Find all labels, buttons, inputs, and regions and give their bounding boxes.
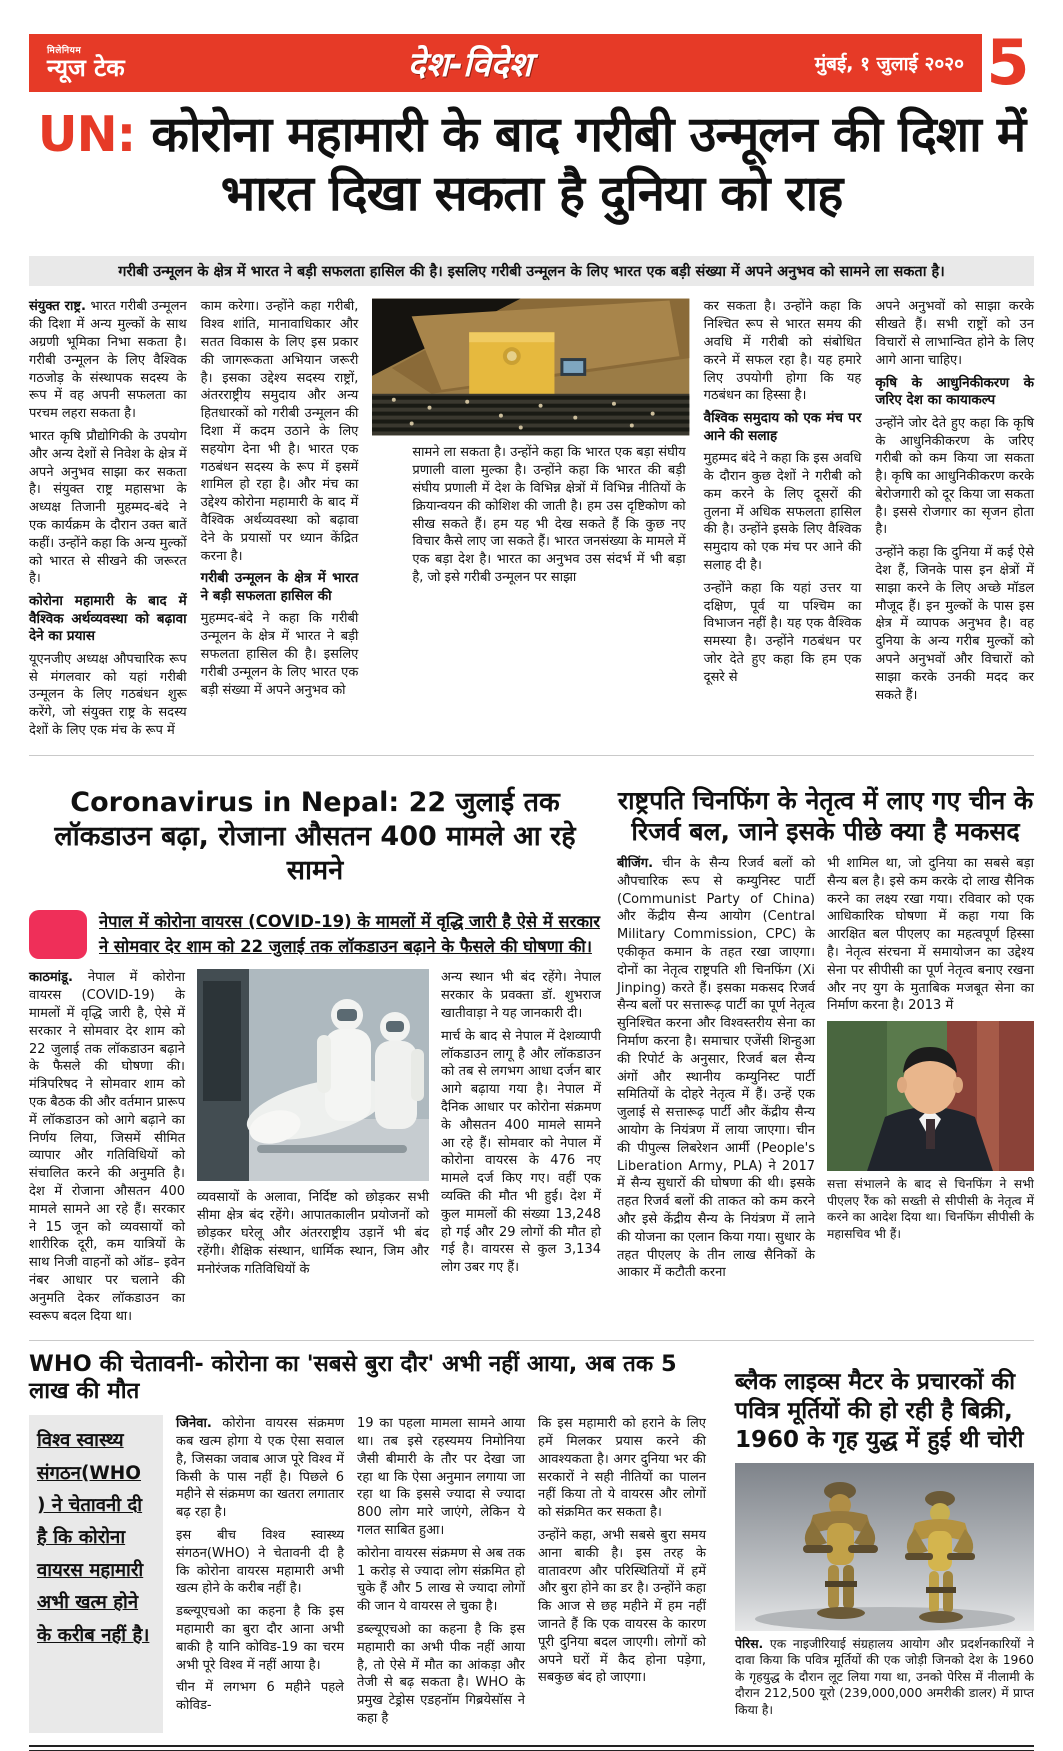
paragraph: अन्य स्थान भी बंद रहेंगे। नेपाल सरकार के प्रवक्ता डॉ. शुभराज खातीवाड़ा ने यह जानकारी दी। <box>441 970 601 1021</box>
un-assembly-hall-photo <box>372 298 689 436</box>
paragraph-text: कोरोना वायरस संक्रमण कब खत्म होगा ये एक ऐसा सवाल है, जिसका जवाब आज पूरे विश्व में किसी के पास नहीं है। पिछले 6 महीने से संक्रमण का खतरा लगातार बढ़ रहा है। <box>176 1416 344 1521</box>
xi-jinping-photo <box>827 1021 1034 1171</box>
paragraph: 19 का पहला मामला सामने आया था। तब इसे रहस्यमय निमोनिया जैसी बीमारी के तौर पर देखा जा रहा था कि ऐसा अनुमान लगाया जा रहा था कि इससे ज्यादा से ज्यादा 800 लोग मारे जाएंगे, लेकिन ये गलत साबित हुआ। <box>357 1416 525 1539</box>
lead-column-1 <box>29 298 187 744</box>
nepal-column-2 <box>197 969 429 1330</box>
paragraph: भी शामिल था, जो दुनिया का सबसे बड़ा सैन्य बल है। इसे कम करके दो लाख सैनिक करने का लक्ष्य रखा गया। रविवार को एक आधिकारिक घोषणा में कहा गया कि आरक्षित बल पीएलए का महत्वपूर्ण हिस्सा है। नेतृत्व संरचना में समायोजन का उद्देश्य सेना पर सीपीसी का पूर्ण नेतृत्व बनाए रखना और नए युग के मुताबिक मजबूत सेना का निर्माण करना है। 2013 में <box>827 856 1034 1014</box>
paragraph: डब्ल्यूएचओ का कहना है कि इस महामारी का बुरा दौर आना अभी बाकी है यानि कोविड-19 का चरम अभी पूरे विश्व में नहीं आया है। <box>176 1604 344 1673</box>
paragraph <box>29 969 185 1325</box>
paragraph <box>617 855 815 1282</box>
lead-body <box>29 298 1034 744</box>
section-divider <box>29 1340 1034 1341</box>
who-column-3 <box>538 1415 706 1733</box>
bottom-band <box>29 1349 1034 1733</box>
section-title: देश-विदेश <box>407 45 532 85</box>
brand-logo <box>47 47 125 80</box>
paragraph: मार्च के बाद से नेपाल में देशव्यापी लॉकडाउन लागू है और लॉकडाउन को तब से लगभग आधा दर्जन बार आगे बढ़ाया गया है। नेपाल में दैनिक आधार पर कोरोना संक्रमण के औसतन 400 मामले सामने आ रहे हैं। सोमवार को नेपाल में कोरोना वायरस के 476 नए मामले दर्ज किए गए। वहीं एक व्यक्ति की मौत भी हुई। देश में कुल मामलों की संख्या 13,248 हो गई और 29 लोगों की मौत हो गई है। वायरस से कुल 3,134 लोग उबर गए हैं। <box>441 1028 601 1276</box>
lead-column-6 <box>875 298 1034 744</box>
page-bottom-rule <box>29 1745 1034 1751</box>
brand-tagline: मिलेनियम <box>47 45 82 56</box>
blm-photo-caption <box>735 1636 1034 1719</box>
newspaper-page <box>29 0 1034 1751</box>
crosshead: गरीबी उन्मूलन के क्षेत्र में भारत ने बड़ी सफलता हासिल की <box>200 570 359 604</box>
paragraph-text: भारत गरीबी उन्मूलन की दिशा में अन्य मुल्कों के साथ अग्रणी भूमिका निभा सकता है। गरीबी उन्मूलन के लिए वैश्विक गठजोड़ के संस्थापक सदस्य के रूप में वह अपनी सफलता का परचम लहरा सकता है। <box>29 299 187 422</box>
nepal-standfirst <box>29 910 601 960</box>
paragraph: यूएनजीए अध्यक्ष औपचारिक रूप से मंगलवार को यहां गरीबी उन्मूलन के लिए गठबंधन शुरू करेंगे, जो संयुक्त राष्ट्र के सदस्य देशों के लिए एक मंच के रूप में <box>29 651 187 738</box>
xi-photo-caption: सत्ता संभालने के बाद से चिनफिंग ने सभी पीएलए रैंक को सख्ती से सीपीसी के नेतृत्व में करने का आदेश दिया था। चिनफिंग सीपीसी के महासचिव भी हैं। <box>827 1177 1034 1241</box>
lead-column-5 <box>704 298 862 744</box>
brand-name: न्यूज टेक <box>47 53 125 82</box>
nepal-body <box>29 969 601 1330</box>
city-dateline: जिनेवा. <box>176 1416 212 1432</box>
lead-column-34 <box>372 444 689 586</box>
who-column-1 <box>176 1415 344 1733</box>
paragraph: डब्ल्यूएचओ का कहना है कि इस महामारी का अभी पीक नहीं आया है, तो ऐसे में मौत का आंकड़ा और तेजी से बढ़ सकता है। WHO के प्रमुख टेड्रोस एडहनॉम गिब्रयेसॉस ने कहा है <box>357 1622 525 1727</box>
paragraph: सामने ला सकता है। उन्होंने कहा कि भारत एक बड़ा संघीय प्रणाली वाला मुल्का है। उन्होंने कहा कि भारत की बड़ी संघीय प्रणाली में देश के विभिन्न क्षेत्रों में विभिन्न नीतियों के क्रियान्वयन की कोशिश की जाती है। हम उस दृष्टिकोण को सीख सकते हैं। हम यह भी देख सकते हैं कि कुछ नए विचार कैसे लाए जा सकते हैं। भारत जनसंख्या के मामले में एक बड़ा देश है। भारत का अनुभव उस संदर्भ में भी बड़ा है, जो इसे गरीबी उन्मूलन पर साझा <box>412 445 686 585</box>
paragraph <box>176 1415 344 1522</box>
china-article <box>617 764 1034 1331</box>
paragraph: मुहम्मद बंदे ने कहा कि इस अवधि के दौरान कुछ देशों ने गरीबी को कम करने के लिए दूसरों की तुलना में अधिक सफलता हासिल की है। उन्होंने इसके लिए वैश्विक समुदाय को एक मंच पर आने की सलाह दी है। <box>703 451 862 574</box>
paragraph: उन्होंने कहा, अभी सबसे बुरा समय आना बाकी है। इस तरह के वातावरण और परिस्थितियों में हमें और बुरा होने का डर है। उन्होंने कहा कि आज से छह महीने में हम नहीं जानते हैं कि एक वायरस के कारण पूरी दुनिया बदल जाएगी। लोगों को अपने घरों में कैद होना पड़ेगा, सबकुछ बंद हो जाएगा। <box>538 1528 706 1686</box>
paragraph: उन्होंने कहा कि यहां उत्तर या दक्षिण, पूर्व या पश्चिम का विभाजन नहीं है। यह एक वैश्विक समस्या है। उन्होंने गठबंधन पर जोर देते हुए कहा कि हम एक दूसरे से <box>703 580 862 685</box>
blm-headline: ब्लैक लाइव्स मैटर के प्रचारकों की पवित्र मूर्तियों की हो रही है बिक्री, 1960 के गृह युद्ध में हुई थी चोरी <box>735 1369 1024 1453</box>
nepal-column-1 <box>29 969 185 1330</box>
nepal-column-3 <box>441 969 601 1330</box>
paragraph: व्यवसायों के अलावा, निर्दिष्ट को छोड़कर सभी सीमा क्षेत्र बंद रहेंगे। आपातकालीन प्रयोजनों को छोड़कर घरेलू और अंतरराष्ट्रीय उड़ानें भी बंद रहेंगी। शैक्षिक संस्थान, धार्मिक स्थान, जिम और मनोरंजक गतिविधियों के <box>197 1190 429 1277</box>
paragraph: अपने अनुभवों को साझा करके सीखते हैं। सभी राष्ट्रों को उन विचारों से लाभान्वित होने के लिए आगे आना चाहिए। <box>875 299 1035 368</box>
paragraph: काम करेगा। उन्होंने कहा गरीबी, विश्व शांति, मानावाधिकार और सतत विकास के लिए इस प्रकार की जागरूकता अभियान जरूरी है। इसका उद्देश्य सदस्य राष्ट्रों, अंतरराष्ट्रीय समुदाय और अन्य हितधारकों को गरीबी उन्मूलन की दिशा में कदम उठाने के लिए सहयोग देना भी है। भारत एक गठबंधन सदस्य के रूप में इसमें शामिल हो रहा है। और मंच का उद्देश्य कोरोना महामारी के बाद में वैश्विक अर्थव्यवस्था को बढ़ावा देने के प्रयासों पर ध्यान केंद्रित करना है। <box>200 299 359 564</box>
middle-band <box>29 764 1034 1331</box>
crosshead: वैश्विक समुदाय को एक मंच पर आने की सलाह <box>703 410 862 444</box>
lead-headline-prefix: UN: <box>37 106 136 163</box>
page-number: 5 <box>986 26 1030 99</box>
who-column-2 <box>357 1415 525 1733</box>
city-dateline: बीजिंग. <box>617 856 654 872</box>
paragraph: चीन में लगभग 6 महीने पहले कोविड- <box>176 1680 344 1714</box>
ppe-workers-photo <box>197 969 429 1181</box>
who-article <box>29 1349 719 1733</box>
paragraph: कर सकता है। उन्होंने कहा कि निश्चित रूप से भारत समय की अवधि में गरीबी को संबोधित करने में सफल रहा है। यह हमारे लिए उपयोगी होगा कि यह गठबंधन का हिस्सा है। <box>703 299 862 404</box>
city-dateline: काठमांडू. <box>29 970 73 986</box>
edition-dateline: मुंबई, १ जुलाई २०२० <box>814 53 964 75</box>
caption-text: एक नाइजीरियाई संग्रहालय आयोग और प्रदर्शनकारियों ने दावा किया कि पवित्र मूर्तियों की एक जोड़ी जिनको देश के 1960 के गृहयुद्ध के दौरान लूट लिया गया था, उनको पेरिस में नीलामी के दौरान 212,500 यूरो (239,000,000 अमरीकी डालर) में प्राप्त किया है। <box>735 1636 1034 1717</box>
china-body <box>617 855 1034 1287</box>
paragraph-text: नेपाल में कोरोना वायरस (COVID-19) के मामलों में वृद्धि जारी है, ऐसे में सरकार ने सोमवार देर शाम को 22 जुलाई तक लॉकडाउन बढ़ाने के फैसले की घोषणा की। मंत्रिपरिषद ने सोमवार शाम को एक बैठक की और वर्तमान प्रारूप में लॉकडाउन को आगे बढ़ाने का निर्णय लिया, जिसमें सीमित व्यापार और गतिविधियों को संचालित करने की अनुमति है। देश में रोजाना औसतन 400 मामले सामने आ रहे हैं। सरकार ने 15 जून को व्यवसायों को शारीरिक दूरी, कम यात्रियों के साथ निजी वाहनों को ऑड– इवेन नंबर आधार पर चलाने की अनुमति देकर लॉकडाउन का स्वरूप बदल दिया था। <box>29 970 186 1324</box>
paragraph: इस बीच विश्व स्वास्थ्य संगठन(WHO) ने चेतावनी दी है कि कोरोना वायरस महामारी अभी खत्म होने के करीब नहीं है। <box>176 1528 344 1597</box>
lead-standfirst: गरीबी उन्मूलन के क्षेत्र में भारत ने बड़ी सफलता हासिल की है। इसलिए गरीबी उन्मूलन के लिए भारत एक बड़ी संख्या में अपने अनुभव को सामने ला सकता है। <box>29 256 1034 286</box>
masthead <box>29 26 1034 99</box>
crosshead: कृषि के आधुनिकीकरण के जरिए देश का कायाकल्प <box>875 374 1035 409</box>
paragraph: उन्होंने कहा कि दुनिया में कई ऐसे देश हैं, जिनके पास इन क्षेत्रों में साझा करने के लिए अच्छे मॉडल मौजूद हैं। इन मुल्कों के पास इस क्षेत्र में व्यापक अनुभव है। वह दुनिया के अन्य गरीब मुल्कों को अपने अनुभवों और विचारों को साझा करके उनकी मदद कर सकते हैं। <box>875 545 1035 703</box>
who-pullquote: विश्व स्वास्थ्य संगठन(WHO ) ने चेतावनी दी है कि कोरोना वायरस महामारी अभी खत्म होने के करीब नहीं है। <box>29 1415 163 1733</box>
china-column-1 <box>617 855 815 1287</box>
paragraph: कोरोना वायरस संक्रमण से अब तक 1 करोड़ से ज्यादा लोग संक्रमित हो चुके हैं और 5 लाख से ज्यादा लोगों की जान ये वायरस ले चुका है। <box>357 1545 525 1615</box>
china-headline: राष्ट्रपति चिनफिंग के नेतृत्व में लाए गए चीन के रिजर्व बल, जाने इसके पीछे क्या है मकसद <box>617 785 1034 846</box>
paragraph: उन्होंने जोर देते हुए कहा कि कृषि के आधुनिकीकरण के जरिए गरीबी को कम किया जा सकता है। कृषि का आधुनिकीकरण करके बेरोजगारी को दूर किया जा सकता है। इससे रोजगार का सृजन होता है। <box>875 415 1035 538</box>
lead-headline <box>29 106 1034 224</box>
city-dateline: पेरिस. <box>735 1636 764 1651</box>
lead-headline-text: कोरोना महामारी के बाद गरीबी उन्मूलन की दिशा में भारत दिखा सकता है दुनिया को राह <box>135 106 1026 222</box>
city-dateline: संयुक्त राष्ट्र. <box>29 299 86 315</box>
nepal-article <box>29 764 601 1331</box>
paragraph <box>29 298 187 423</box>
paragraph-text: चीन के सैन्य रिजर्व बलों को औपचारिक रूप से कम्युनिस्ट पार्टी (Communist Party of China) और केंद्रीय सैन्य आयोग (Central Military Commission, CPC) के एकीकृत कमान के तहत रखा जाएगा। दोनों का नेतृत्व राष्ट्रपति शी चिनफिंग (Xi Jinping) करते हैं। इसका मकसद रिजर्व सैन्य बलों पर सत्तारूढ़ पार्टी का पूर्ण नेतृत्व सुनिश्चित करना और विश्वस्तरीय सेना का निर्माण करना है। समाचार एजेंसी शिन्हुआ की रिपोर्ट के अनुसार, रिजर्व बल सैन्य अंगों और स्थानीय कम्युनिस्ट पार्टी समितियों के दोहरे नेतृत्व में हैं। उन्हें एक जुलाई से सत्तारूढ़ पार्टी और केंद्रीय सैन्य आयोग के नियंत्रण में लाया जाएगा। चीन की पीपुल्स लिबरेशन आर्मी (People's Liberation Army, PLA) ने 2017 में सैन्य सुधारों की घोषणा की थी। इसके तहत रिजर्व बलों की ताकत को कम करने और इसे केंद्रीय सैन्य के नियंत्रण में लाने की योजना का एलान किया गया। सुधार के तहत पीएलए के तीन लाख सैनिकों के आकार में कटौती करना <box>617 856 815 1281</box>
masthead-bar <box>29 34 982 92</box>
lead-column-2 <box>201 298 359 744</box>
standfirst-accent-block <box>29 910 87 960</box>
nepal-headline: Coronavirus in Nepal: 22 जुलाई तक लॉकडाउन बढ़ा, रोजाना औसतन 400 मामले आ रहे सामने <box>54 787 576 886</box>
paragraph: भारत कृषि प्रौद्योगिकी के उपयोग और अन्य देशों से निवेश के क्षेत्र में अपने अनुभव साझा कर सकता है। संयुक्त राष्ट्र महासभा के अध्यक्ष तिजानी मुहम्मद-बंदे ने एक कार्यक्रम के दौरान उक्त बातें कहीं। उन्होंने कहा कि अन्य मुल्कों को भारत से सीखने की जरूरत है। <box>29 429 187 587</box>
paragraph: मुहम्मद-बंदे ने कहा कि गरीबी उन्मूलन के क्षेत्र में भारत ने बड़ी सफलता हासिल की है। इसलिए गरीबी उन्मूलन के लिए भारत एक बड़ी संख्या में अपने अनुभव को <box>200 611 359 698</box>
who-body <box>29 1415 719 1733</box>
blm-article <box>735 1349 1034 1733</box>
who-headline: WHO की चेतावनी- कोरोना का 'सबसे बुरा दौर' अभी नहीं आया, अब तक 5 लाख की मौत <box>29 1351 677 1405</box>
china-column-2-text <box>827 855 1034 1015</box>
lead-column-middle <box>372 298 689 744</box>
sacred-statues-photo <box>735 1463 1034 1631</box>
paragraph: कि इस महामारी को हराने के लिए हमें मिलकर प्रयास करने की आवश्यकता है। अगर दुनिया भर की सरकारों ने सही नीतियों का पालन नहीं किया तो ये वायरस और लोगों को संक्रमित कर सकता है। <box>538 1416 706 1521</box>
crosshead: कोरोना महामारी के बाद में वैश्विक अर्थव्यवस्था को बढ़ावा देने का प्रयास <box>29 593 187 645</box>
nepal-column-2-text <box>197 1189 429 1278</box>
nepal-standfirst-text: नेपाल में कोरोना वायरस (COVID-19) के मामलों में वृद्धि जारी है ऐसे में सरकार ने सोमवार देर शाम को 22 जुलाई तक लॉकडाउन बढ़ाने के फैसले की घोषणा की। <box>99 911 601 956</box>
section-divider <box>29 755 1034 756</box>
lead-article <box>29 106 1034 745</box>
china-column-2 <box>827 855 1034 1287</box>
